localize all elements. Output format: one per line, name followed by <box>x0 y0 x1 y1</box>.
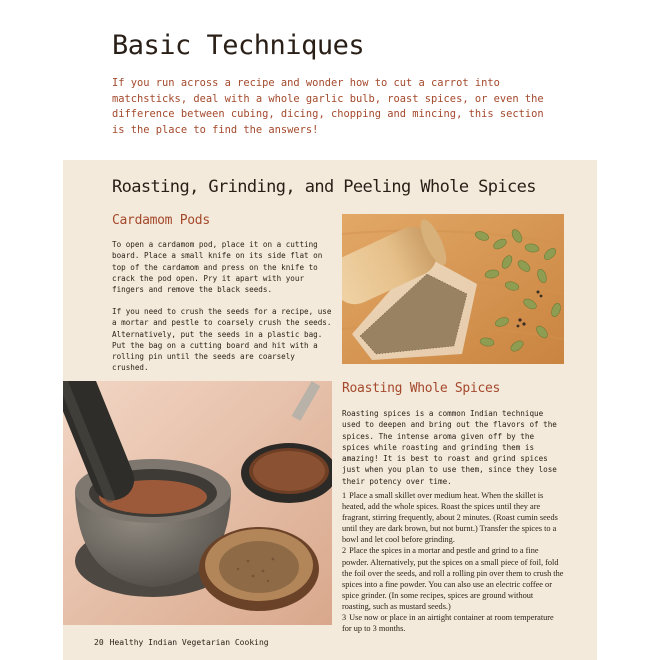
cardamom-photo <box>342 214 564 364</box>
roasting-steps <box>342 490 564 634</box>
step-text: Place the spices in a mortar and pestle and grind to a fine powder. Alternatively, put the spices on a small piece of foil, fold the foil over the seeds, and roll a rolling pin over them to crush the spices into a fine powder. You can also use an electric coffee or spice grinder. (In some recipes, spices are ground without roasting, such as mustard seeds.) <box>342 546 564 611</box>
intro-paragraph: If you run across a recipe and wonder how to cut a carrot into matchsticks, deal with a whole garlic bulb, roast spices, or even the difference between cubing, dicing, chopping and mincing, this section is the place to find the answers! <box>112 77 544 136</box>
roasting-paragraph: Roasting spices is a common Indian technique used to deepen and bring out the flavors of the spices. The intense aroma given off by the spices while roasting and grinding them is amazing! It is best to roast and grind spices just when you plan to use them, since they lose their potency over time. <box>342 409 557 486</box>
step-number: 2 <box>342 546 347 556</box>
cardamom-paragraph-2: If you need to crush the seeds for a recipe, use a mortar and pestle to coarsely crush the seeds. Alternatively, put the seeds in a plastic bag. Put the bag on a cutting board and hit with a rolling pin until the seeds are coarsely crushed. <box>112 307 332 373</box>
roasting-step <box>342 612 564 634</box>
step-number: 1 <box>342 491 347 500</box>
roasting-step <box>342 490 564 545</box>
page-number: 20 <box>94 638 104 647</box>
step-text: Use now or place in an airtight container at room temperature for up to 3 months. <box>342 613 554 634</box>
mortar-illustration <box>63 381 332 625</box>
cardamom-heading: Cardamom Pods <box>112 213 210 228</box>
roasting-step <box>342 545 564 612</box>
cardamom-paragraph-1: To open a cardamom pod, place it on a cutting board. Place a small knife on its side flat on top of the cardamom and press on the knife to crack the pod open. Pry it apart with your fingers and remove the black seeds. <box>112 240 323 295</box>
cardamom-illustration <box>342 214 564 364</box>
mortar-pestle-photo <box>63 381 332 625</box>
step-text: Place a small skillet over medium heat. When the skillet is heated, add the whole spices. Roast the spices until they are fragrant, stirring frequently, about 2 minutes. (Roast cumin seeds until they are dark brown, but not burnt.) Transfer the spices to a bowl and let cool before grinding. <box>342 491 558 545</box>
page-footer <box>94 638 269 647</box>
section-title: Roasting, Grinding, and Peeling Whole Spices <box>112 177 536 197</box>
page-title: Basic Techniques <box>112 30 365 61</box>
roasting-heading: Roasting Whole Spices <box>342 381 501 396</box>
book-title: Healthy Indian Vegetarian Cooking <box>109 638 269 647</box>
step-number: 3 <box>342 613 347 623</box>
